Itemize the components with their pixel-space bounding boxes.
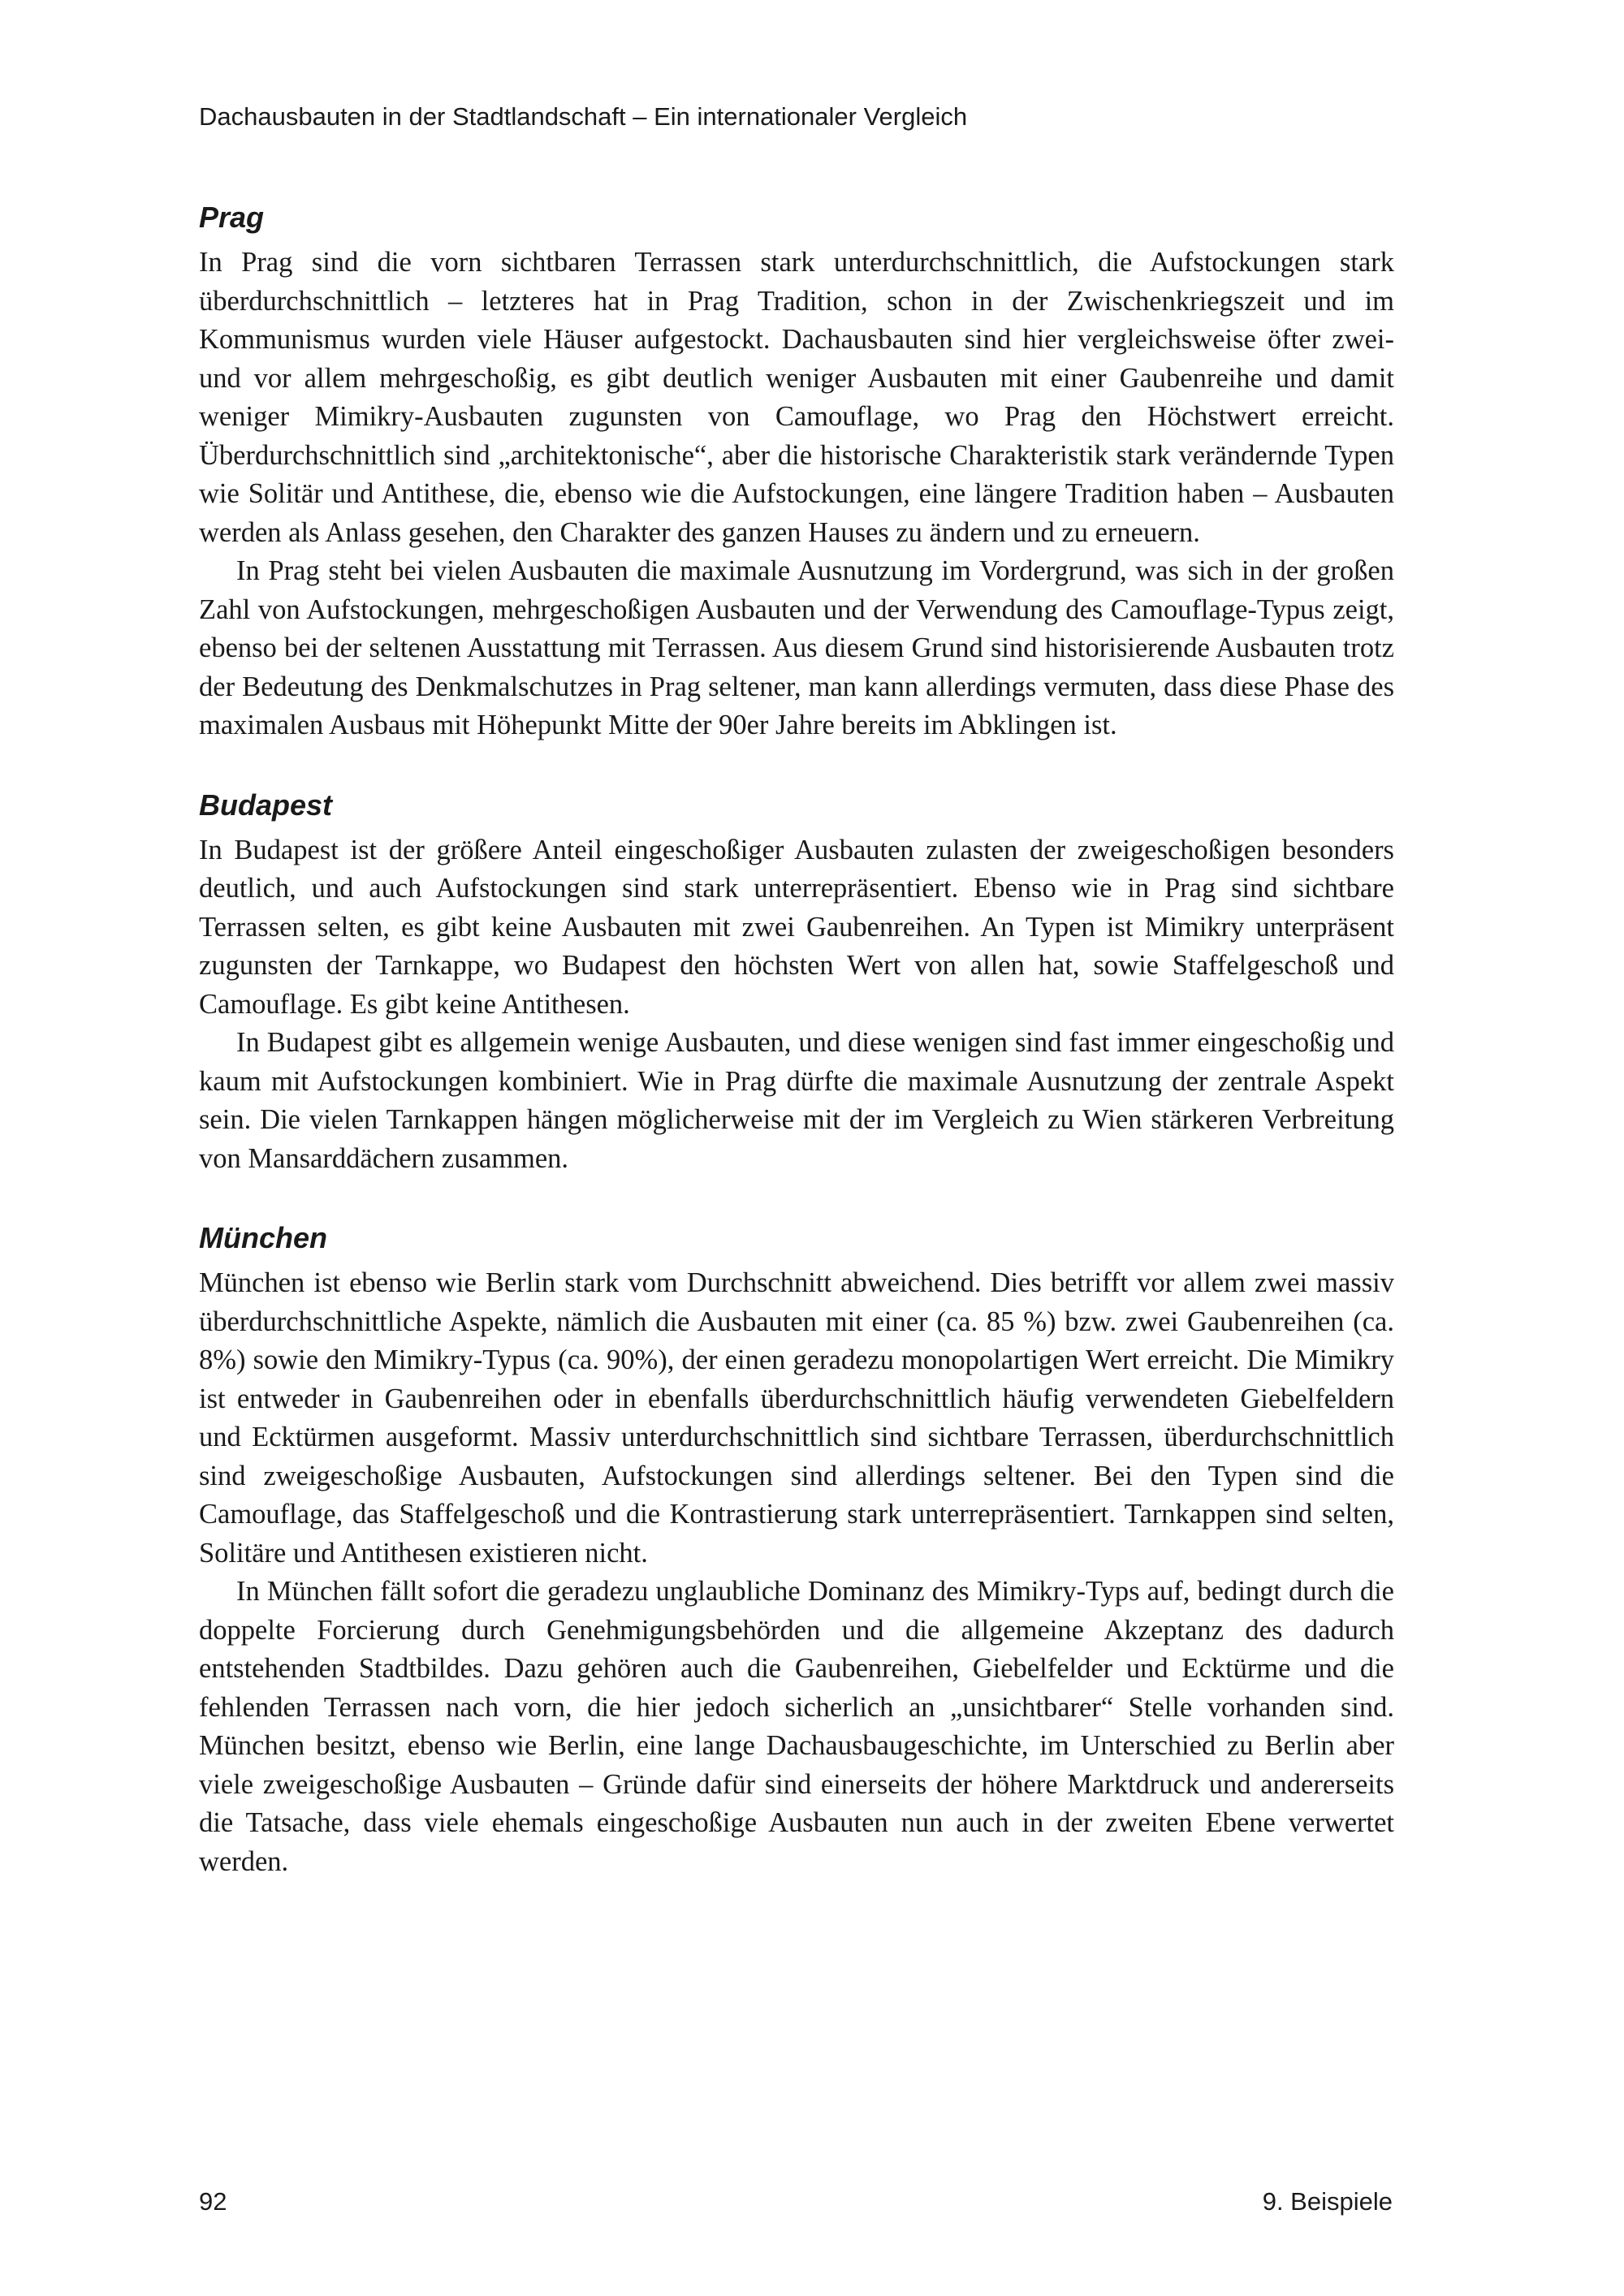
section-prag (199, 200, 1394, 745)
section-muenchen (199, 1220, 1394, 1881)
section-heading-budapest: Budapest (199, 788, 333, 822)
paragraph-budapest-2: In Budapest gibt es allgemein wenige Ausbauten, und diese wenigen sind fast immer eingeschoßig und kaum mit Aufstockungen kombiniert. Wie in Prag dürfte die maximale Ausnutzung der zentrale Aspekt sein. Die vielen Tarnkappen hängen möglicherweise mit der im Vergleich zu Wien stärkeren Verbreitung von Mansarddächern zusammen. (199, 1027, 1394, 1174)
paragraph-budapest-1: In Budapest ist der größere Anteil eingeschoßiger Ausbauten zulasten der zweigeschoßigen besonders deutlich, und auch Aufstockungen sind stark unterrepräsentiert. Ebenso wie in Prag sind sichtbare Terrassen selten, es gibt keine Ausbauten mit zwei Gaubenreihen. An Typen ist Mimikry unterpräsent zugunsten der Tarnkappe, wo Budapest den höchsten Wert von allen hat, sowie Staffelgeschoß und Camouflage. Es gibt keine Antithesen. (199, 834, 1394, 1020)
paragraph-muenchen-2: In München fällt sofort die geradezu unglaubliche Dominanz des Mimikry-Typs auf, bedingt durch die doppelte Forcierung durch Genehmigungsbehörden und die allgemeine Akzeptanz des dadurch entstehenden Stadtbildes. Dazu gehören auch die Gaubenreihen, Giebelfelder und Ecktürme und die fehlenden Terrassen nach vorn, die hier jedoch sicherlich an „unsichtbarer“ Stelle vorhanden sind. München besitzt, ebenso wie Berlin, eine lange Dachausbaugeschichte, im Unterschied zu Berlin aber viele zweigeschoßige Ausbauten – Gründe dafür sind einerseits der höhere Marktdruck und andererseits die Tatsache, dass viele ehemals eingeschoßige Ausbauten nun auch in der zweiten Ebene verwertet werden. (199, 1576, 1394, 1877)
running-header: Dachausbauten in der Stadtlandschaft – Ein internationaler Vergleich (199, 102, 968, 131)
page-body (199, 200, 1394, 1923)
paragraph-muenchen-1: München ist ebenso wie Berlin stark vom Durchschnitt abweichend. Dies betrifft vor allem zwei massiv überdurchschnittliche Aspekte, nämlich die Ausbauten mit einer (ca. 85 %) bzw. zwei Gaubenreihen (ca. 8%) sowie den Mimikry-Typus (ca. 90%), der einen geradezu monopolartigen Wert erreicht. Die Mimikry ist entweder in Gaubenreihen oder in ebenfalls überdurchschnittlich häufig verwendeten Giebelfeldern und Ecktürmen ausgeformt. Massiv unterdurchschnittlich sind sichtbare Terrassen, überdurchschnittlich sind zweigeschoßige Ausbauten, Aufstockungen sind allerdings seltener. Bei den Typen sind die Camouflage, das Staffelgeschoß und die Kontrastierung stark unterrepräsentiert. Tarnkappen sind selten, Solitäre und Antithesen existieren nicht. (199, 1267, 1394, 1569)
paragraph-prag-1: In Prag sind die vorn sichtbaren Terrassen stark unterdurchschnittlich, die Aufstockungen stark überdurchschnittlich – letzteres hat in Prag Tradition, schon in der Zwischenkriegszeit und im Kommunismus wurden viele Häuser aufgestockt. Dachausbauten sind hier vergleichsweise öfter zwei- und vor allem mehrgeschoßig, es gibt deutlich weniger Ausbauten mit einer Gaubenreihe und damit weniger Mimikry-Ausbauten zugunsten von Camouflage, wo Prag den Höchstwert erreicht. Überdurchschnittlich sind „architektonische“, aber die historische Charakteristik stark verändernde Typen wie Solitär und Antithese, die, ebenso wie die Aufstockungen, eine längere Tradition haben – Ausbauten werden als Anlass gesehen, den Charakter des ganzen Hauses zu ändern und zu erneuern. (199, 247, 1394, 548)
page-number: 92 (199, 2187, 227, 2216)
section-heading-prag: Prag (199, 201, 265, 234)
chapter-label: 9. Beispiele (1262, 2187, 1393, 2216)
section-budapest (199, 788, 1394, 1179)
section-heading-muenchen: München (199, 1221, 327, 1254)
paragraph-prag-2: In Prag steht bei vielen Ausbauten die maximale Ausnutzung im Vordergrund, was sich in der großen Zahl von Aufstockungen, mehrgeschoßigen Ausbauten und der Verwendung des Camouflage-Typus zeigt, ebenso bei der seltenen Ausstattung mit Terrassen. Aus diesem Grund sind historisierende Ausbauten trotz der Bedeutung des Denkmalschutzes in Prag seltener, man kann allerdings vermuten, dass diese Phase des maximalen Ausbaus mit Höhepunkt Mitte der 90er Jahre bereits im Abklingen ist. (199, 555, 1394, 740)
